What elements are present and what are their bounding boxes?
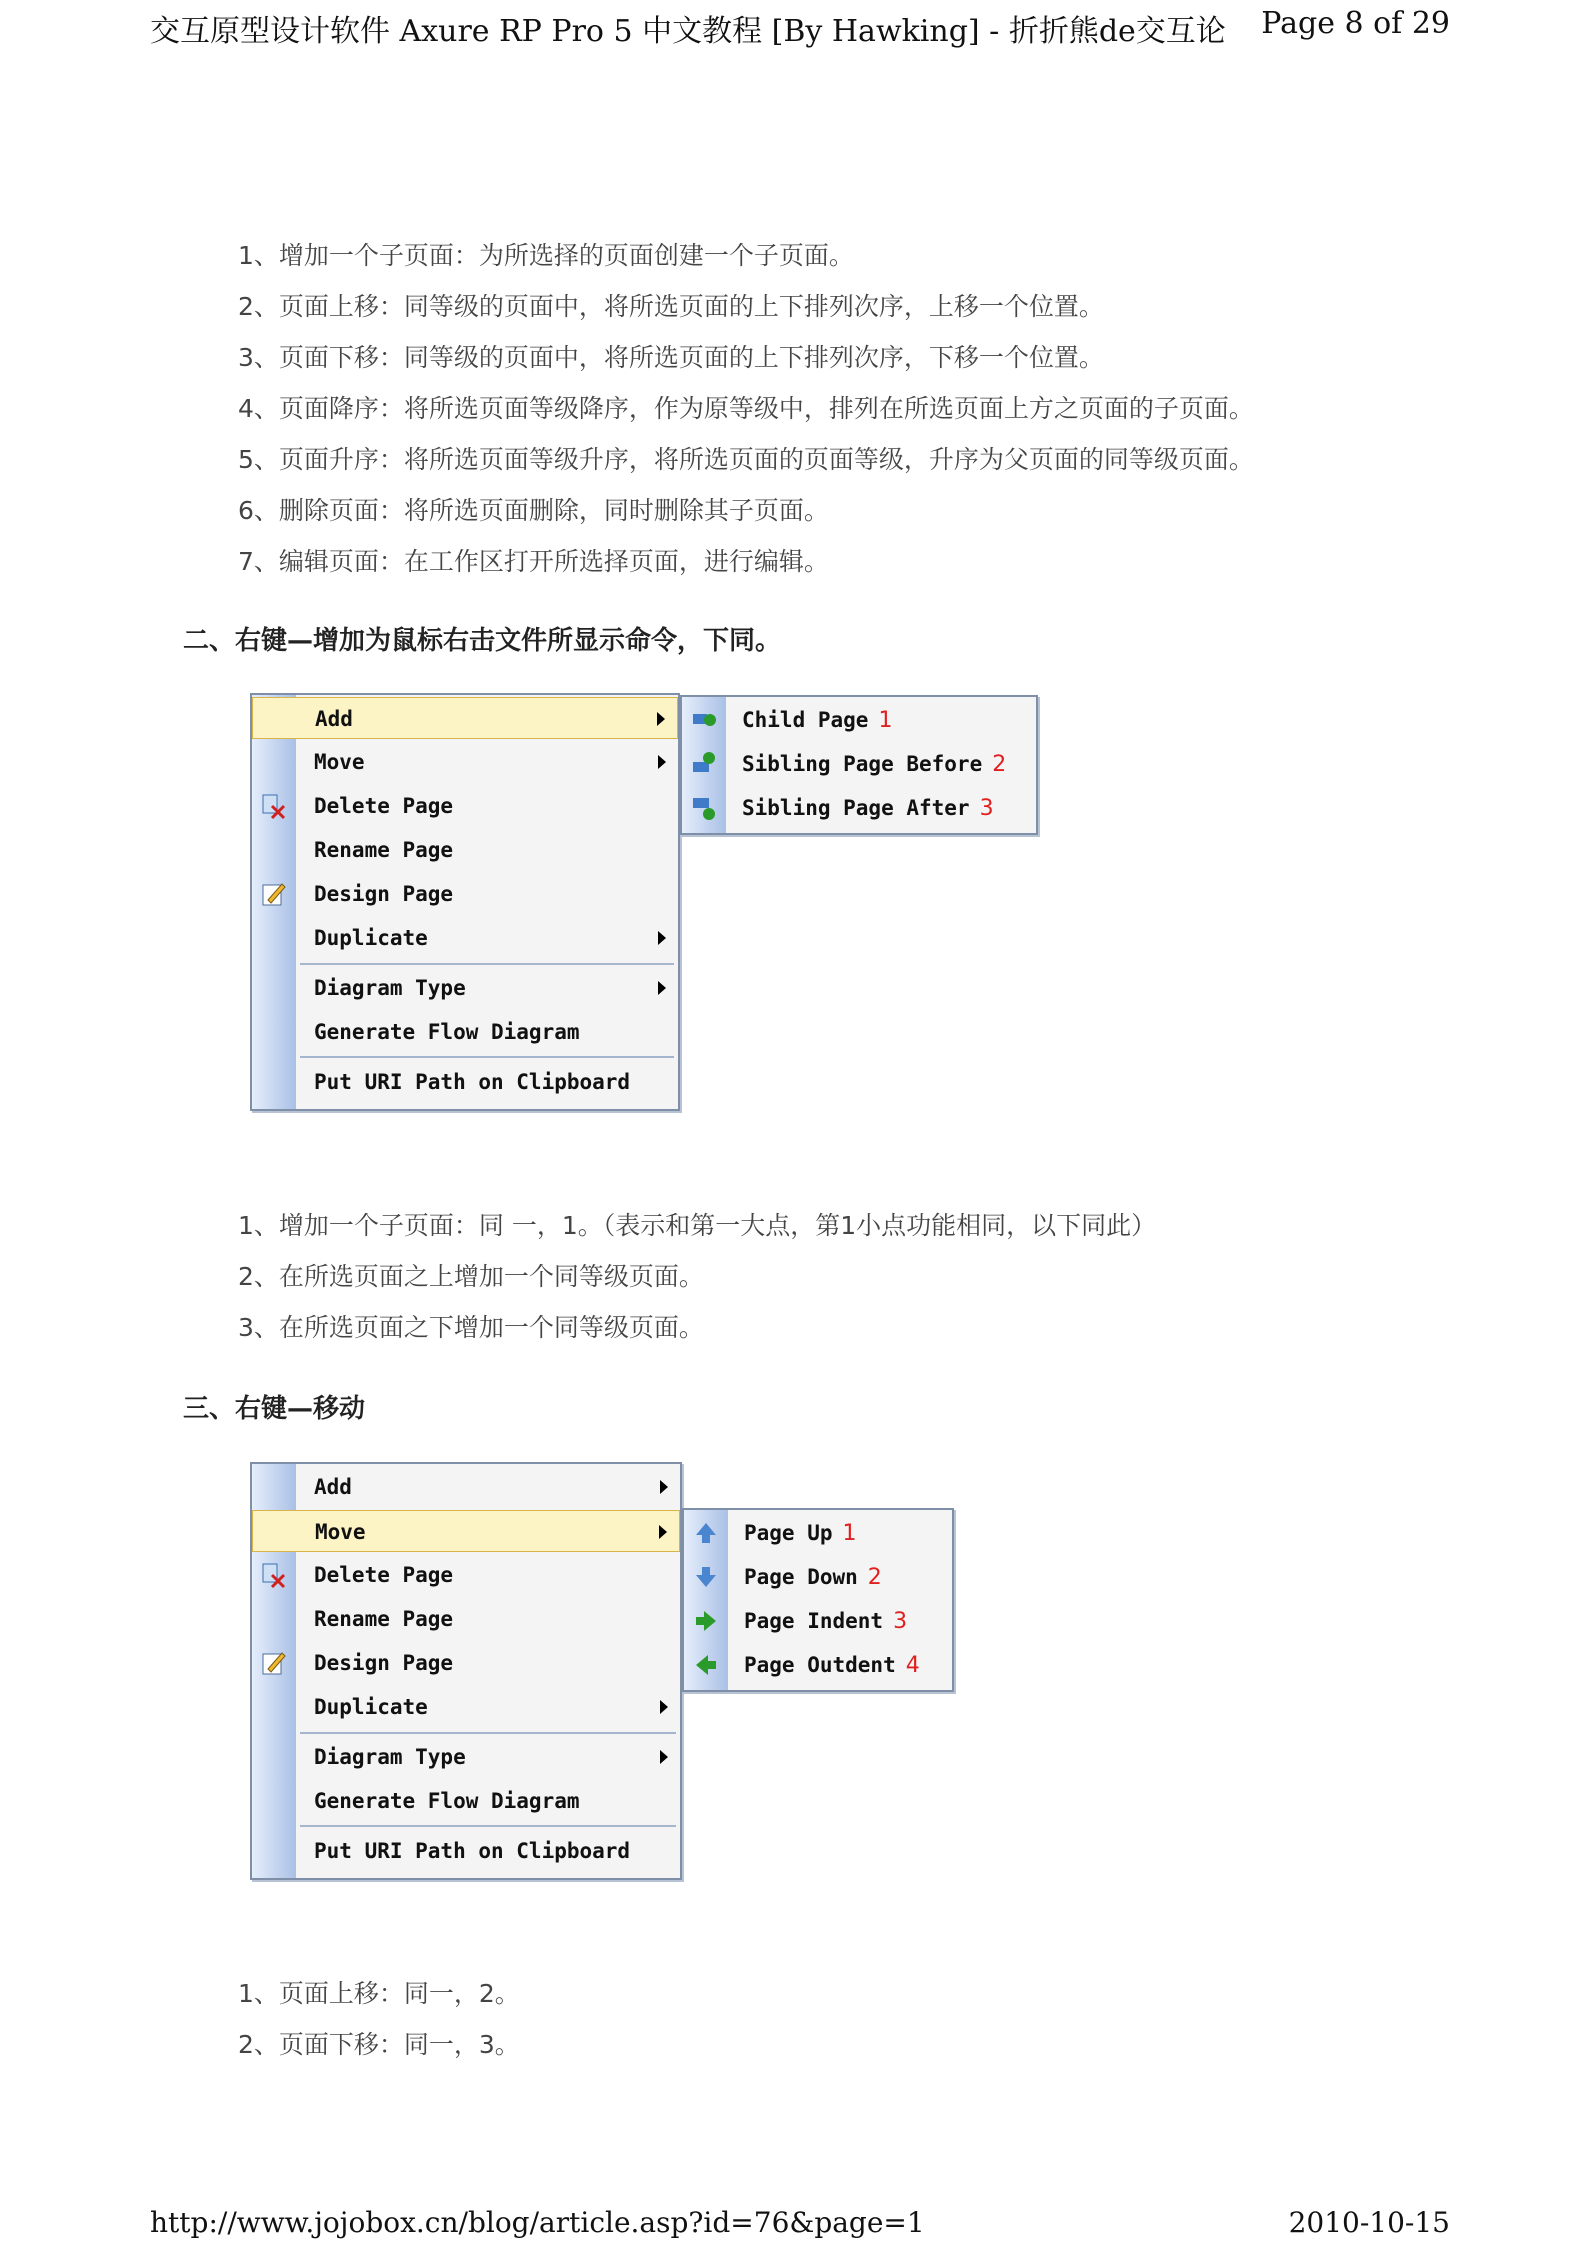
- source-url: http://www.jojobox.cn/blog/article.asp?id=76&page=1: [150, 2206, 925, 2239]
- menu-item-design-page[interactable]: Design Page: [252, 1642, 680, 1684]
- callout-number: 3: [893, 1609, 908, 1634]
- menu-item-generate-flow-diagram[interactable]: Generate Flow Diagram: [314, 1020, 580, 1044]
- menu-item-delete-page[interactable]: Delete Page: [252, 785, 678, 827]
- callout-number: 2: [867, 1565, 882, 1590]
- feature-list-2: [238, 1200, 1156, 1353]
- submenu-arrow-icon: [659, 1525, 667, 1539]
- page-header: [150, 6, 1450, 49]
- menu-item-duplicate[interactable]: Duplicate: [252, 917, 678, 959]
- context-menu-add: [250, 693, 680, 1111]
- menu-item-delete-page[interactable]: Delete Page: [252, 1554, 680, 1596]
- page-number: Page 8 of 29: [1261, 6, 1450, 41]
- page-up-icon: [692, 1519, 720, 1547]
- submenu-arrow-icon: [658, 755, 666, 769]
- submenu-arrow-icon: [660, 1700, 668, 1714]
- callout-number: 4: [905, 1653, 920, 1678]
- menu-item-move[interactable]: Move: [252, 1510, 680, 1552]
- design-page-icon: [260, 880, 288, 908]
- section-heading-2: 二、右键—增加为鼠标右击文件所显示命令，下同。: [183, 626, 782, 656]
- menu-separator: [300, 1056, 674, 1058]
- sibling-before-icon: [690, 750, 718, 778]
- submenu-item-sibling-after[interactable]: Sibling Page After 3: [682, 787, 1036, 829]
- delete-page-icon: [260, 1561, 288, 1589]
- submenu-item-page-outdent[interactable]: Page Outdent 4: [684, 1644, 952, 1686]
- list-item: 5、页面升序：将所选页面等级升序，将所选页面的页面等级，升序为父页面的同等级页面。: [238, 445, 1254, 474]
- callout-number: 1: [842, 1521, 857, 1546]
- submenu-arrow-icon: [657, 712, 665, 726]
- menu-item-add[interactable]: Add: [252, 1466, 680, 1508]
- list-item: 2、页面下移：同一，3。: [238, 2030, 520, 2059]
- list-item: 1、页面上移：同一，2。: [238, 1979, 520, 2008]
- list-item: 1、增加一个子页面：为所选择的页面创建一个子页面。: [238, 241, 854, 270]
- menu-item-move[interactable]: Move: [252, 741, 678, 783]
- list-item: 7、编辑页面：在工作区打开所选择页面，进行编辑。: [238, 547, 829, 576]
- menu-item-rename-page[interactable]: Rename Page: [314, 838, 454, 862]
- submenu-add: [680, 695, 1038, 835]
- list-item: 4、页面降序：将所选页面等级降序，作为原等级中，排列在所选页面上方之页面的子页面。: [238, 394, 1254, 423]
- list-item: 2、页面上移：同等级的页面中，将所选页面的上下排列次序，上移一个位置。: [238, 292, 1104, 321]
- menu-item-put-uri-path[interactable]: Put URI Path on Clipboard: [314, 1070, 631, 1094]
- menu-separator: [300, 1732, 676, 1734]
- document-title: 交互原型设计软件 Axure RP Pro 5 中文教程 [By Hawking] - 折折熊de交互论: [150, 14, 1226, 49]
- delete-page-icon: [260, 792, 288, 820]
- child-page-icon: [690, 706, 718, 734]
- submenu-item-page-up[interactable]: Page Up 1: [684, 1512, 952, 1554]
- menu-item-duplicate[interactable]: Duplicate: [252, 1686, 680, 1728]
- menu-item-generate-flow-diagram[interactable]: Generate Flow Diagram: [314, 1789, 580, 1813]
- feature-list-3: [238, 1968, 520, 2070]
- section-heading-3: 三、右键—移动: [183, 1394, 366, 1424]
- list-item: 6、删除页面：将所选页面删除，同时删除其子页面。: [238, 496, 829, 525]
- feature-list-1: [238, 230, 1254, 587]
- submenu-arrow-icon: [660, 1480, 668, 1494]
- callout-number: 3: [979, 796, 994, 821]
- callout-number: 1: [878, 708, 893, 733]
- list-item: 3、在所选页面之下增加一个同等级页面。: [238, 1313, 704, 1342]
- page-outdent-icon: [692, 1651, 720, 1679]
- submenu-arrow-icon: [658, 981, 666, 995]
- submenu-move: [682, 1508, 954, 1692]
- menu-item-diagram-type[interactable]: Diagram Type: [252, 1736, 680, 1778]
- print-date: 2010-10-15: [1288, 2206, 1450, 2239]
- submenu-item-child-page[interactable]: Child Page 1: [682, 699, 1036, 741]
- context-menu-move: [250, 1462, 682, 1880]
- menu-item-add[interactable]: Add: [252, 697, 678, 739]
- submenu-item-page-down[interactable]: Page Down 2: [684, 1556, 952, 1598]
- page-indent-icon: [692, 1607, 720, 1635]
- submenu-arrow-icon: [660, 1750, 668, 1764]
- menu-item-put-uri-path[interactable]: Put URI Path on Clipboard: [314, 1839, 631, 1863]
- list-item: 1、增加一个子页面：同 一，1。（表示和第一大点，第1小点功能相同，以下同此）: [238, 1211, 1157, 1240]
- menu-item-design-page[interactable]: Design Page: [252, 873, 678, 915]
- menu-item-diagram-type[interactable]: Diagram Type: [252, 967, 678, 1009]
- callout-number: 2: [992, 752, 1007, 777]
- list-item: 3、页面下移：同等级的页面中，将所选页面的上下排列次序，下移一个位置。: [238, 343, 1104, 372]
- sibling-after-icon: [690, 794, 718, 822]
- page-down-icon: [692, 1563, 720, 1591]
- menu-separator: [300, 1825, 676, 1827]
- menu-separator: [300, 963, 674, 965]
- submenu-item-sibling-before[interactable]: Sibling Page Before 2: [682, 743, 1036, 785]
- submenu-item-page-indent[interactable]: Page Indent 3: [684, 1600, 952, 1642]
- list-item: 2、在所选页面之上增加一个同等级页面。: [238, 1262, 704, 1291]
- page-footer: [150, 2206, 1450, 2246]
- design-page-icon: [260, 1649, 288, 1677]
- menu-item-rename-page[interactable]: Rename Page: [314, 1607, 454, 1631]
- submenu-arrow-icon: [658, 931, 666, 945]
